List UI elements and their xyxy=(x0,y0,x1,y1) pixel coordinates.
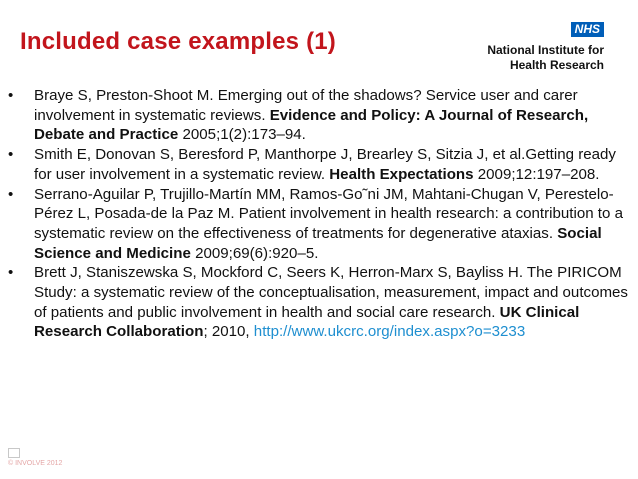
reference-item xyxy=(8,263,628,342)
journal-name: Evidence and Policy: A Journal of Research, Debate and Practice xyxy=(34,106,589,144)
reference-citation: 2009;69(6):920–5. xyxy=(190,244,319,262)
reference-link[interactable]: http://www.ukcrc.org/index.aspx?o=3233 xyxy=(253,323,526,341)
footer xyxy=(8,448,62,468)
bullet-icon: • xyxy=(8,185,14,203)
bullet-icon: • xyxy=(8,146,14,164)
reference-item xyxy=(8,145,628,184)
involve-logo-icon xyxy=(8,448,20,458)
journal-name: UK Clinical Research Collaboration xyxy=(34,303,580,341)
bullet-icon: • xyxy=(8,87,14,104)
nhs-badge: NHS xyxy=(571,22,604,37)
logo-line-1: National Institute for xyxy=(487,43,604,57)
reference-text: Serrano-Aguilar P, Trujillo-Martín MM, Ramos-Go˜ni JM, Mahtani-Chugan V, Perestelo-Pérez L, Posada-de la Paz M. Patient involvement in health research: a contribution to a systematic review on the effectiveness of treatments for degenerative ataxias. xyxy=(34,185,623,242)
reference-citation: ; 2010, xyxy=(203,323,254,341)
reference-item xyxy=(8,86,628,145)
reference-text: Braye S, Preston-Shoot M. Emerging out of the shadows? Service user and carer involvement in systematic reviews. xyxy=(34,87,578,124)
nihr-logo xyxy=(470,20,620,80)
journal-name: Health Expectations xyxy=(329,165,474,183)
slide-title: Included case examples (1) xyxy=(20,28,337,55)
reference-list xyxy=(8,86,628,342)
reference-text: Brett J, Staniszewska S, Mockford C, Seers K, Herron-Marx S, Bayliss H. The PIRICOM Study: a systematic review of the conceptualisation, measurement, impact and outcomes of patients and public involvement in health and social care research. xyxy=(34,264,628,321)
journal-name: Social Science and Medicine xyxy=(34,224,602,262)
reference-citation: 2005;1(2):173–94. xyxy=(178,126,306,144)
reference-item xyxy=(8,185,628,264)
footer-text: © INVOLVE 2012 xyxy=(8,460,63,467)
reference-text: Smith E, Donovan S, Beresford P, Manthorpe J, Brearley S, Sitzia J, et al.Getting ready for user involvement in a systematic review. xyxy=(34,146,616,183)
logo-line-2: Health Research xyxy=(509,58,604,72)
reference-citation: 2009;12:197–208. xyxy=(473,165,600,183)
bullet-icon: • xyxy=(8,264,14,282)
